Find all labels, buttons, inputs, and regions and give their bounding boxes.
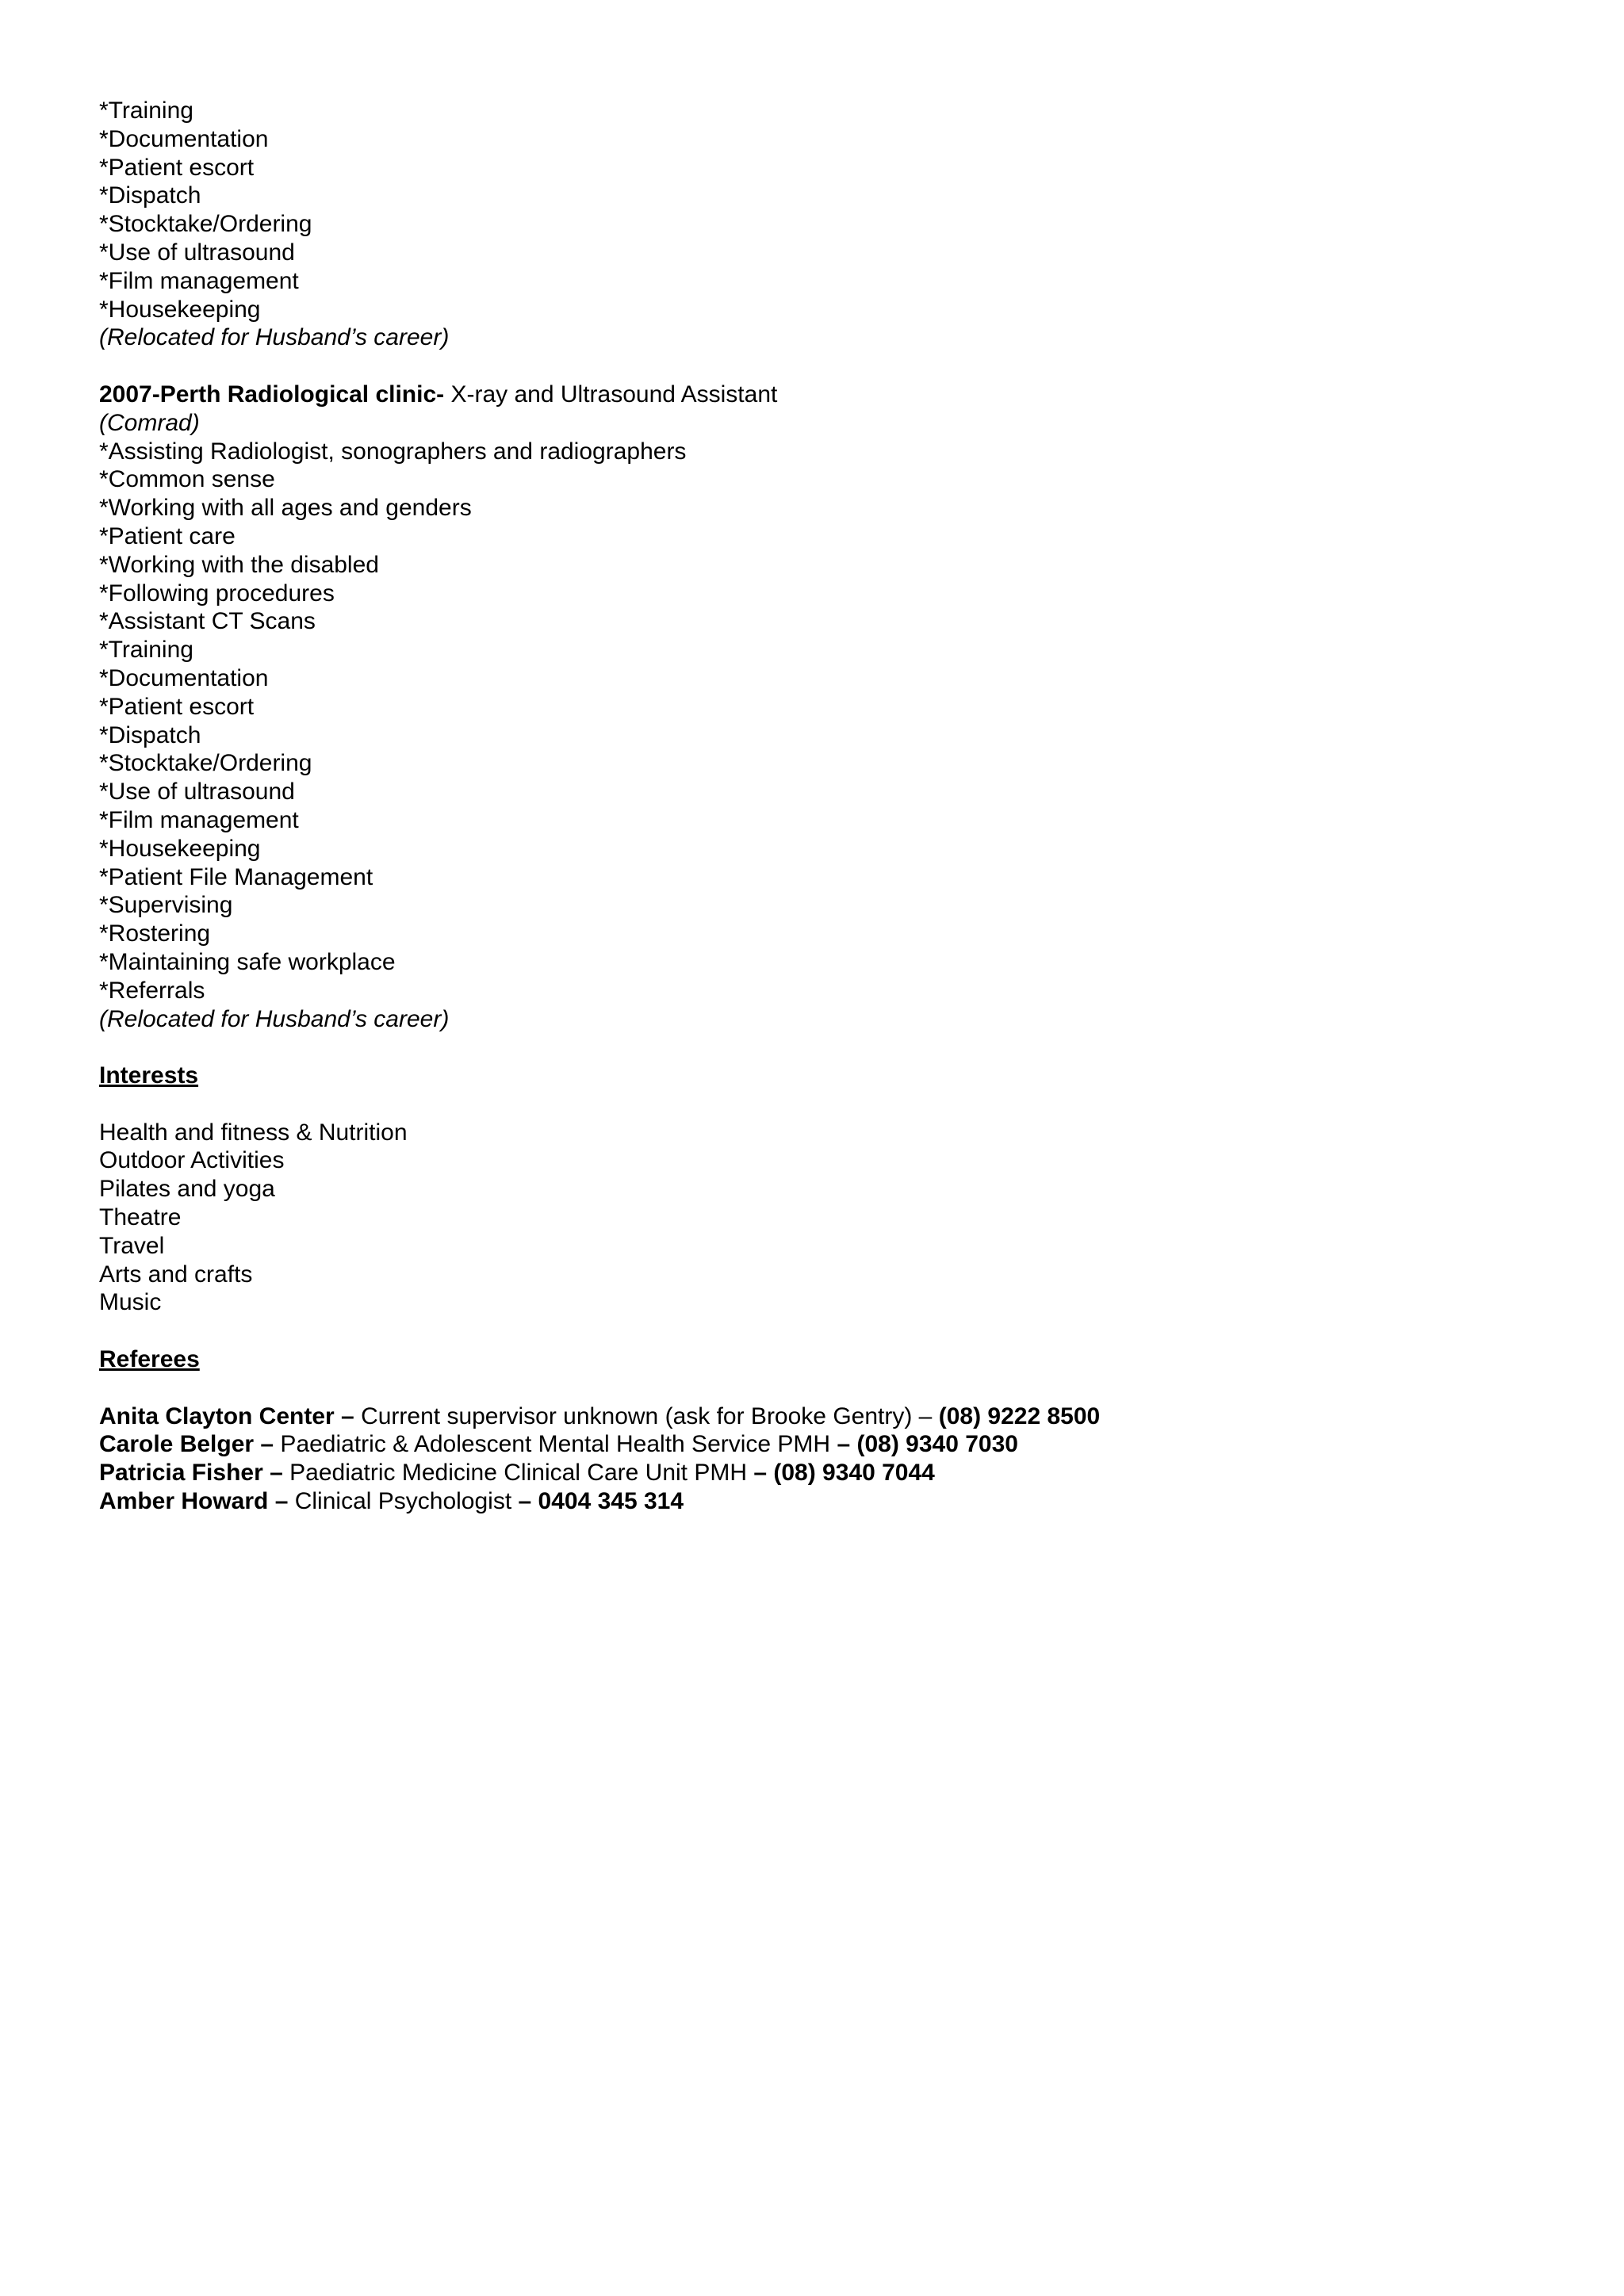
spacer — [99, 1090, 1526, 1119]
interest-item: Outdoor Activities — [99, 1147, 285, 1174]
referee-phone: – (08) 9340 7044 — [753, 1460, 935, 1487]
spacer — [99, 1317, 1526, 1345]
referee-name: Carole Belger – — [99, 1431, 274, 1458]
job-title-employer: 2007-Perth Radiological clinic- — [99, 381, 445, 408]
list-item: *Dispatch — [99, 182, 201, 209]
list-item: *Housekeeping — [99, 835, 261, 862]
list-item: *Assistant CT Scans — [99, 608, 316, 635]
interest-item: Health and fitness & Nutrition — [99, 1119, 408, 1146]
referee-role: Paediatric & Adolescent Mental Health Service PMH — [274, 1431, 837, 1458]
list-item: *Maintaining safe workplace — [99, 948, 396, 975]
referee-phone: – 0404 345 314 — [518, 1488, 684, 1515]
job-agency: (Comrad) — [99, 409, 200, 436]
list-item: *Training — [99, 637, 193, 664]
spacer — [99, 352, 1526, 381]
interest-item: Travel — [99, 1232, 165, 1259]
referee-entry — [99, 1402, 1526, 1431]
list-item: *Patient care — [99, 522, 236, 549]
list-item: *Film management — [99, 806, 299, 833]
resume-page — [99, 97, 1526, 1516]
list-item: *Use of ultrasound — [99, 779, 295, 806]
list-item: *Supervising — [99, 892, 233, 919]
relocation-note: (Relocated for Husband’s career) — [99, 1005, 450, 1032]
job-title — [99, 381, 1526, 409]
list-item: *Housekeeping — [99, 296, 261, 323]
list-item: *Dispatch — [99, 721, 201, 748]
referee-role: Current supervisor unknown (ask for Brooke Gentry) – — [354, 1402, 939, 1429]
section-heading-interests: Interests — [99, 1062, 199, 1089]
interest-item: Theatre — [99, 1204, 182, 1231]
list-item: *Training — [99, 98, 193, 124]
list-item: *Common sense — [99, 466, 275, 493]
list-item: *Use of ultrasound — [99, 239, 295, 266]
list-item: *Rostering — [99, 920, 211, 947]
interest-item: Arts and crafts — [99, 1261, 253, 1288]
referee-name: Amber Howard – — [99, 1488, 289, 1515]
list-item: *Following procedures — [99, 580, 335, 607]
referee-name: Patricia Fisher – — [99, 1460, 283, 1487]
list-item: *Stocktake/Ordering — [99, 750, 312, 777]
referee-role: Clinical Psychologist — [288, 1488, 519, 1515]
referee-phone: – (08) 9340 7030 — [837, 1431, 1018, 1458]
referee-phone: (08) 9222 8500 — [938, 1402, 1101, 1429]
spacer — [99, 1033, 1526, 1062]
interests-section — [99, 1062, 1526, 1317]
list-item: *Assisting Radiologist, sonographers and radiographers — [99, 438, 687, 465]
list-item: *Patient File Management — [99, 863, 373, 890]
section-heading-referees: Referees — [99, 1346, 200, 1373]
referee-role: Paediatric Medicine Clinical Care Unit PMH — [282, 1460, 754, 1487]
interest-item: Pilates and yoga — [99, 1176, 275, 1203]
referee-entry — [99, 1430, 1526, 1459]
referee-entry — [99, 1487, 1526, 1516]
referees-section — [99, 1345, 1526, 1516]
relocation-note: (Relocated for Husband’s career) — [99, 324, 450, 351]
list-item: *Working with all ages and genders — [99, 495, 472, 522]
list-item: *Documentation — [99, 664, 269, 691]
list-item: *Stocktake/Ordering — [99, 211, 312, 238]
list-item: *Patient escort — [99, 154, 255, 181]
list-item: *Film management — [99, 267, 299, 294]
spacer — [99, 1374, 1526, 1402]
list-item: *Documentation — [99, 125, 269, 152]
list-item: *Working with the disabled — [99, 551, 379, 578]
list-item: *Referrals — [99, 977, 205, 1004]
skills-list-previous — [99, 97, 1526, 352]
interest-item: Music — [99, 1289, 162, 1316]
list-item: *Patient escort — [99, 693, 255, 720]
referee-name: Anita Clayton Center – — [99, 1402, 354, 1429]
referee-entry — [99, 1459, 1526, 1487]
job-title-position: X-ray and Ultrasound Assistant — [444, 381, 778, 408]
job-entry-2007 — [99, 381, 1526, 1033]
